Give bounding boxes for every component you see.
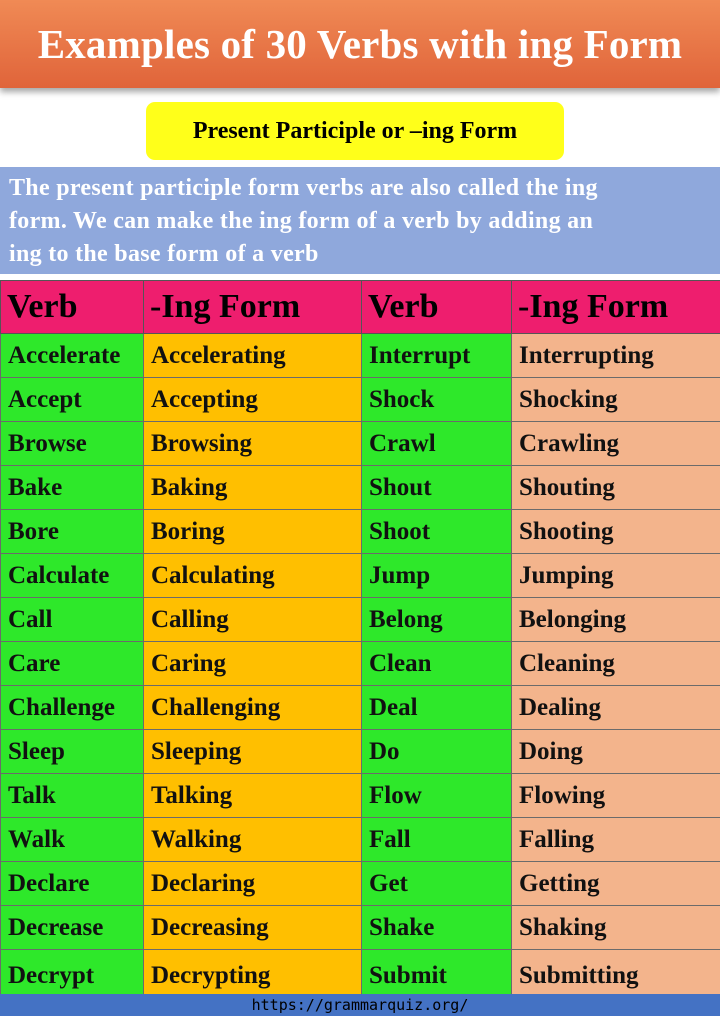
ing-form-cell: Dealing [512,686,720,730]
table-row [1,378,720,422]
verb-cell: Deal [362,686,512,730]
verb-cell: Call [1,598,144,642]
verb-cell: Walk [1,818,144,862]
verb-cell: Calculate [1,554,144,598]
table-row [1,818,720,862]
verb-cell: Care [1,642,144,686]
table-row [1,730,720,774]
ing-form-cell: Caring [144,642,362,686]
ing-form-cell: Decrypting [144,950,362,1003]
table-row [1,422,720,466]
ing-form-cell: Shaking [512,906,720,950]
verb-cell: Accelerate [1,334,144,378]
verb-cell: Do [362,730,512,774]
table-row [1,554,720,598]
ing-form-cell: Shocking [512,378,720,422]
ing-form-cell: Falling [512,818,720,862]
header-ing-2: -Ing Form [512,281,720,334]
subtitle-box [146,102,564,160]
verb-cell: Shoot [362,510,512,554]
ing-form-cell: Decreasing [144,906,362,950]
verb-cell: Shout [362,466,512,510]
table-row [1,774,720,818]
table-row [1,598,720,642]
verb-table [0,280,720,1003]
ing-form-cell: Declaring [144,862,362,906]
ing-form-cell: Crawling [512,422,720,466]
ing-form-cell: Accepting [144,378,362,422]
verb-cell: Clean [362,642,512,686]
ing-form-cell: Browsing [144,422,362,466]
table-row [1,466,720,510]
ing-form-cell: Doing [512,730,720,774]
description-line: The present participle form verbs are also called the ing [9,175,598,201]
verb-cell: Jump [362,554,512,598]
verb-cell: Fall [362,818,512,862]
header-verb-2: Verb [362,281,512,334]
ing-form-cell: Talking [144,774,362,818]
header-ing-1: -Ing Form [144,281,362,334]
verb-cell: Shake [362,906,512,950]
verb-cell: Sleep [1,730,144,774]
verb-cell: Browse [1,422,144,466]
verb-cell: Belong [362,598,512,642]
table-row [1,334,720,378]
header-verb-1: Verb [1,281,144,334]
table-header-row [1,281,720,334]
ing-form-cell: Sleeping [144,730,362,774]
ing-form-cell: Walking [144,818,362,862]
verb-cell: Challenge [1,686,144,730]
table-body [1,334,720,1003]
table-row [1,510,720,554]
footer-bar [0,994,720,1016]
verb-table-container [0,280,720,994]
table-row [1,906,720,950]
verb-cell: Declare [1,862,144,906]
verb-cell: Submit [362,950,512,1003]
ing-form-cell: Accelerating [144,334,362,378]
description-panel [0,167,720,274]
subtitle: Present Participle or –ing Form [192,117,518,144]
ing-form-cell: Calculating [144,554,362,598]
table-row [1,642,720,686]
table-row [1,686,720,730]
ing-form-cell: Boring [144,510,362,554]
verb-cell: Decrease [1,906,144,950]
ing-form-cell: Getting [512,862,720,906]
verb-cell: Bake [1,466,144,510]
verb-cell: Decrypt [1,950,144,1003]
table-row [1,862,720,906]
verb-cell: Shock [362,378,512,422]
description-line: ing to the base form of a verb [9,241,319,267]
verb-cell: Crawl [362,422,512,466]
page-title: Examples of 30 Verbs with ing Form [37,21,683,67]
ing-form-cell: Submitting [512,950,720,1003]
footer-url: https://grammarquiz.org/ [251,996,469,1014]
verb-cell: Accept [1,378,144,422]
ing-form-cell: Cleaning [512,642,720,686]
title-banner [0,0,720,88]
description-line: form. We can make the ing form of a verb by adding an [9,208,594,234]
ing-form-cell: Belonging [512,598,720,642]
ing-form-cell: Shooting [512,510,720,554]
verb-cell: Get [362,862,512,906]
verb-cell: Interrupt [362,334,512,378]
ing-form-cell: Interrupting [512,334,720,378]
ing-form-cell: Calling [144,598,362,642]
verb-cell: Flow [362,774,512,818]
ing-form-cell: Baking [144,466,362,510]
verb-cell: Bore [1,510,144,554]
verb-cell: Talk [1,774,144,818]
ing-form-cell: Jumping [512,554,720,598]
ing-form-cell: Shouting [512,466,720,510]
ing-form-cell: Challenging [144,686,362,730]
ing-form-cell: Flowing [512,774,720,818]
